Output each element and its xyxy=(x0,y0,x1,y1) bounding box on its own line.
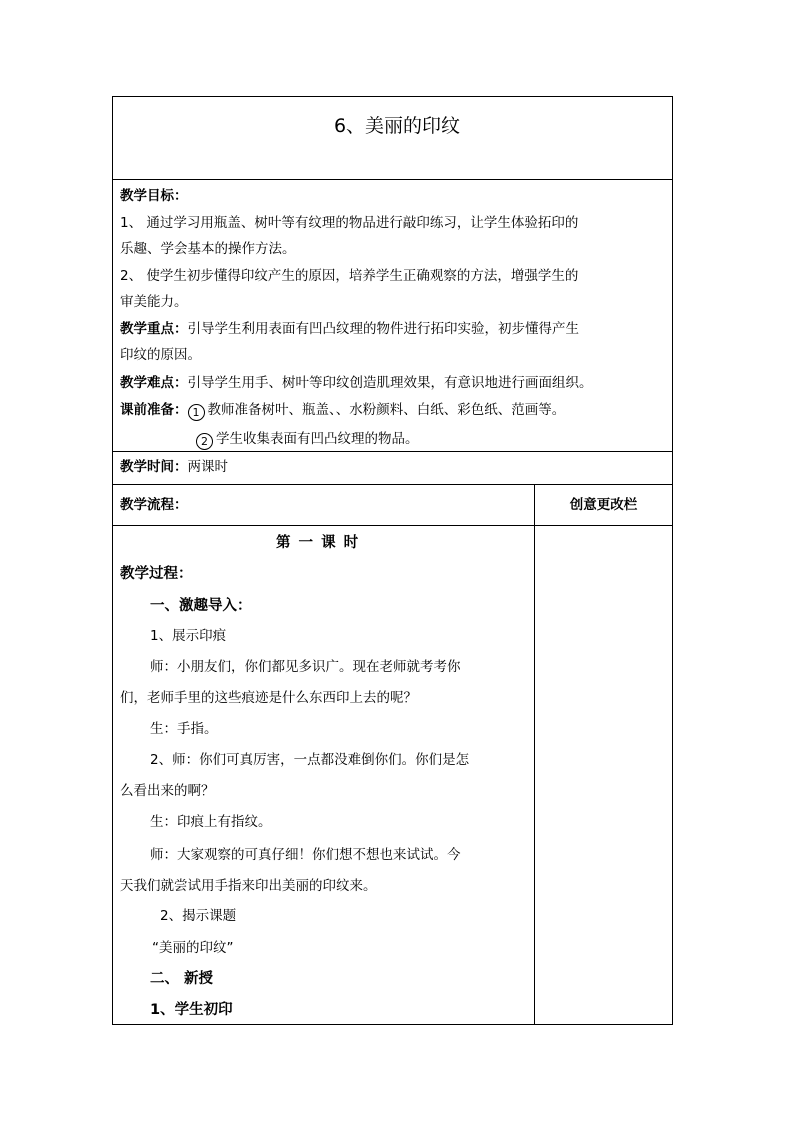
circled-number-2: 2 xyxy=(196,433,213,450)
table-column-divider xyxy=(534,484,535,1025)
teacher-1-line-2: 们，老师手里的这些痕迹是什么东西印上去的呢？ xyxy=(120,690,417,706)
teacher-2-line-1: 2、师：你们可真厉害，一点都没难倒你们。你们是怎 xyxy=(150,752,470,768)
preparation-label: 课前准备： xyxy=(120,402,188,418)
section-1-heading: 一、激趣导入： xyxy=(150,598,252,614)
table-border-left xyxy=(112,96,113,1025)
process-label: 教学过程： xyxy=(120,566,193,582)
teacher-1-line-1: 师：小朋友们，你们都见多识广。现在老师就考考你 xyxy=(150,659,461,675)
revision-column-header: 创意更改栏 xyxy=(569,497,638,513)
teacher-2-line-2: 么看出来的啊？ xyxy=(120,783,215,799)
teaching-time-label: 教学时间： xyxy=(120,459,188,475)
preparation-line-1 xyxy=(120,400,565,421)
key-point-text: 引导学生利用表面有凹凸纹理的物件进行拓印实验，初步懂得产生 xyxy=(187,321,579,337)
table-rule-title xyxy=(112,179,673,180)
sub-step-1: 1、学生初印 xyxy=(150,1002,233,1018)
objectives-label: 教学目标： xyxy=(120,188,188,204)
table-rule-lesson xyxy=(112,525,673,526)
step-2: 2、揭示课题 xyxy=(160,908,237,924)
table-border-right xyxy=(672,96,673,1025)
objective-2-line-2: 审美能力。 xyxy=(120,294,188,310)
teaching-flow-label: 教学流程： xyxy=(120,497,188,513)
teaching-time-value: 两课时 xyxy=(187,459,228,475)
step-1: 1、展示印痕 xyxy=(150,628,227,644)
teacher-3-line-2: 天我们就尝试用手指来印出美丽的印纹来。 xyxy=(120,878,377,894)
circled-number-1: 1 xyxy=(188,404,205,421)
key-point-line-1 xyxy=(120,319,579,339)
topic-title: “美丽的印纹” xyxy=(152,940,234,956)
lesson-heading: 第 一 课 时 xyxy=(276,535,359,551)
key-point-line-2: 印纹的原因。 xyxy=(120,347,201,363)
teaching-time xyxy=(120,457,228,477)
student-1: 生：手指。 xyxy=(150,721,218,737)
preparation-line-2 xyxy=(196,429,419,450)
teacher-3-line-1: 师：大家观察的可真仔细！你们想不想也来试试。今 xyxy=(150,847,461,863)
table-border-bottom xyxy=(112,1024,673,1025)
difficulty-line xyxy=(120,373,593,393)
preparation-item-1: 教师准备树叶、瓶盖、、水粉颜料、白纸、彩色纸、范画等。 xyxy=(207,402,566,418)
table-rule-time xyxy=(112,451,673,452)
objective-2-line-1: 2、 使学生初步懂得印纹产生的原因，培养学生正确观察的方法，增强学生的 xyxy=(120,268,579,284)
student-2: 生：印痕上有指纹。 xyxy=(150,814,272,830)
table-rule-flow xyxy=(112,484,673,485)
key-point-label: 教学重点： xyxy=(120,321,188,337)
objective-1-line-2: 乐趣、学会基本的操作方法。 xyxy=(120,241,296,257)
page-title: 6、美丽的印纹 xyxy=(333,115,461,137)
table-border-top xyxy=(112,96,673,97)
objective-1-line-1: 1、 通过学习用瓶盖、树叶等有纹理的物品进行敲印练习，让学生体验拓印的 xyxy=(120,215,579,231)
preparation-item-2: 学生收集表面有凹凸纹理的物品。 xyxy=(216,431,419,447)
difficulty-text: 引导学生用手、树叶等印纹创造肌理效果，有意识地进行画面组织。 xyxy=(187,375,593,391)
difficulty-label: 教学难点： xyxy=(120,375,188,391)
section-2-heading: 二、 新授 xyxy=(150,971,214,987)
